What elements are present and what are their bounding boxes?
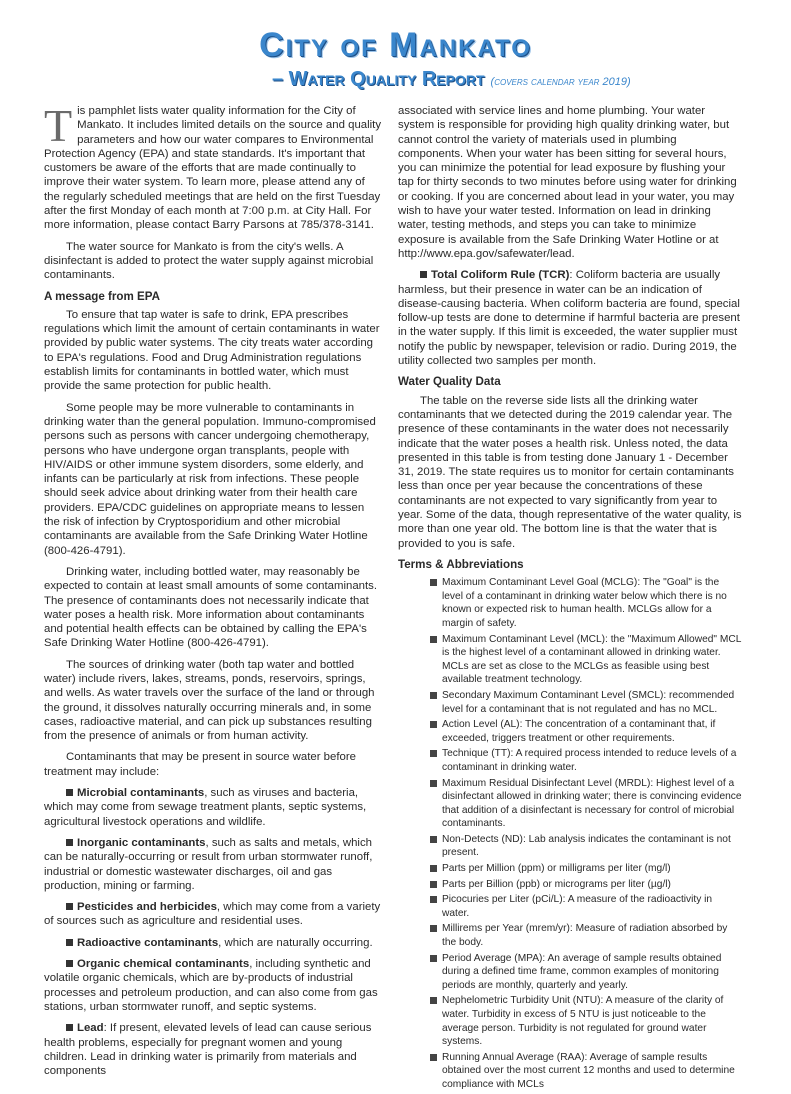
term-item xyxy=(432,833,742,860)
tcr-paragraph xyxy=(398,268,742,368)
term-item xyxy=(432,994,742,1048)
bullet-square-icon xyxy=(430,1054,437,1061)
water-source-paragraph: The water source for Mankato is from the city's wells. A disinfectant is added to protect the water supply against microbial contaminants. xyxy=(44,240,374,282)
term-item xyxy=(432,718,742,745)
bullet-square-icon xyxy=(430,997,437,1004)
epa-heading: A message from EPA xyxy=(44,289,160,303)
term-text: Picocuries per Liter (pCi/L): A measure of the radioactivity in water. xyxy=(442,894,713,919)
bullet-square-icon xyxy=(430,955,437,962)
bullet-square-icon xyxy=(430,836,437,843)
term-text: Millirems per Year (mrem/yr): Measure of radiation absorbed by the body. xyxy=(442,923,728,949)
water-quality-data-heading: Water Quality Data xyxy=(398,375,501,389)
contaminant-text: : If present, elevated levels of lead can cause serious health problems, especially for pregnant women and young children. Lead in drinking water is primarily from materials and components xyxy=(44,1022,372,1078)
term-text: Maximum Residual Disinfectant Level (MRDL): Highest level of a disinfectant allowed in drinking water; there is convincing evidence that addition of a disinfectant is necessary for control of microbial contaminants. xyxy=(442,777,742,830)
term-item xyxy=(432,689,742,716)
term-text: Action Level (AL): The concentration of a contaminant that, if exceeded, triggers treatment or other requirements. xyxy=(442,719,716,744)
term-text: Parts per Billion (ppb) or micrograms per liter (µg/l) xyxy=(442,878,671,890)
term-item xyxy=(432,633,742,687)
left-column xyxy=(44,100,382,1085)
term-item xyxy=(432,878,742,892)
bullet-square-icon xyxy=(430,881,437,888)
contaminant-microbial xyxy=(44,786,382,829)
terms-list xyxy=(398,576,742,1091)
right-column xyxy=(398,104,742,1094)
term-text: Secondary Maximum Contaminant Level (SMCL): recommended level for a contaminant that is not regulated and has no MCL. xyxy=(442,689,735,715)
terms-heading: Terms & Abbreviations xyxy=(398,557,524,571)
contaminant-text: , such as salts and metals, which can be naturally-occurring or result from urban stormwater runoff, industrial or domestic wastewater discharges, oil and gas production, mining or farming. xyxy=(44,836,373,892)
bullet-square-icon xyxy=(430,896,437,903)
contaminant-label: Inorganic contaminants xyxy=(77,836,206,849)
bullet-square-icon xyxy=(430,636,437,643)
bullet-square-icon xyxy=(430,925,437,932)
contaminant-label: Microbial contaminants xyxy=(77,787,205,800)
term-text: Maximum Contaminant Level Goal (MCLG): The "Goal" is the level of a contaminant in drinking water below which there is no known or expected risk to human health. MCLGs allow for a margin of safety. xyxy=(442,577,727,629)
bullet-square-icon xyxy=(66,789,73,796)
term-text: Non-Detects (ND): Lab analysis indicates the contaminant is not present. xyxy=(442,833,731,859)
epa-paragraph-2: Some people may be more vulnerable to contaminants in drinking water than the general population. Immuno-compromised persons such as persons with cancer undergoing chemotherapy, persons who have undergone organ transplants, people with HIV/AIDS or other immune system disorders, some elderly, and infants can be particularly at risk from infections. These people should seek advice about drinking water from their health care providers. EPA/CDC guidelines on appropriate means to lessen the risk of infection by Cryptosporidium and other microbial contaminants are available from the Safe Drinking Water Hotline (800-426-4791). xyxy=(44,401,376,557)
bullet-square-icon xyxy=(66,903,73,910)
bullet-square-icon xyxy=(430,750,437,757)
epa-paragraph-1: To ensure that tap water is safe to drink, EPA prescribes regulations which limit the amount of certain contaminants in water provided by public water systems. The city treats water according to EPA's regulations. Food and Drug Administration regulations establish limits for contaminants in bottled water, which must provide the same protection for public health. xyxy=(44,308,380,393)
term-item xyxy=(432,922,742,949)
bullet-square-icon xyxy=(66,960,73,967)
contaminant-text: , such as viruses and bacteria, which may come from sewage treatment plants, septic systems, agricultural livestock operations and wildlife. xyxy=(44,787,367,828)
bullet-square-icon xyxy=(66,939,73,946)
contaminant-radioactive xyxy=(44,936,382,950)
bullet-square-icon xyxy=(430,579,437,586)
subtitle-covers: (covers calendar year 2019) xyxy=(490,76,631,88)
contaminant-text: , including synthetic and volatile organic chemicals, which are by-products of industrial processes and petroleum production, and can also come from gas stations, urban stormwater runoff, and septic systems. xyxy=(44,958,378,1013)
bullet-square-icon xyxy=(430,721,437,728)
intro-text: is pamphlet lists water quality information for the City of Mankato. It includes limited details on the source and quality parameters and how our water compares to Environmental Protection Agency (EPA) and state standards. It's important that customers be aware of the efforts that are made continually to improve their water system. To learn more, please attend any of the regularly scheduled meetings that are held on the first Tuesday after the first Monday of each month at 7:00 p.m. at City Hall. For more information, please contact Barry Parsons at 785/378-3141. xyxy=(44,105,382,232)
term-text: Running Annual Average (RAA): Average of sample results obtained over the most current 12 months and used to determine compliance with MCLs xyxy=(442,1051,735,1090)
epa-paragraph-4: The sources of drinking water (both tap water and bottled water) include rivers, lakes, streams, ponds, reservoirs, springs, and wells. As water travels over the surface of the land or through the ground, it dissolves naturally occurring minerals and, in some cases, radioactive material, and can pick up substances resulting from the presence of animals or from human activity. xyxy=(44,658,375,743)
bullet-square-icon xyxy=(66,839,73,846)
bullet-square-icon xyxy=(66,1024,73,1031)
term-item xyxy=(432,952,742,993)
term-text: Maximum Contaminant Level (MCL): the "Maximum Allowed" MCL is the highest level of a contaminant allowed in drinking water. MCLs are set as close to the MCLGs as feasible using best available treatment technology. xyxy=(442,633,741,686)
term-item xyxy=(432,893,742,920)
contaminant-label: Lead xyxy=(77,1022,104,1035)
lead-continuation: associated with service lines and home plumbing. Your water system is responsible for providing high quality drinking water, but cannot control the variety of materials used in plumbing components. When your water has been sitting for several hours, you can minimize the potential for lead exposure by flushing your tap for thirty seconds to two minutes before using water for drinking or cooking. If you are concerned about lead in your water, you may wish to have your water tested. Information on lead in drinking water, testing methods, and steps you can take to minimize exposure is available from the Safe Drinking Water Hotline or at http://www.epa.gov/safewater/lead. xyxy=(398,105,737,260)
intro-paragraph xyxy=(44,100,382,233)
bullet-square-icon xyxy=(420,271,427,278)
term-text: Parts per Million (ppm) or milligrams per liter (mg/l) xyxy=(442,863,671,875)
term-text: Technique (TT): A required process intended to reduce levels of a contaminant in drinking water. xyxy=(442,748,737,773)
page-subtitle xyxy=(272,68,631,91)
term-item xyxy=(432,747,742,774)
term-item xyxy=(432,777,742,831)
tcr-label: Total Coliform Rule (TCR) xyxy=(431,269,570,282)
bullet-square-icon xyxy=(430,865,437,872)
term-item xyxy=(432,1051,742,1092)
contaminant-inorganic xyxy=(44,836,382,893)
epa-paragraph-5: Contaminants that may be present in source water before treatment may include: xyxy=(44,751,356,778)
term-item xyxy=(432,576,742,630)
contaminant-text: , which may come from a variety of sources such as agriculture and residential uses. xyxy=(44,901,381,928)
page-title: City of Mankato xyxy=(259,26,532,64)
term-item xyxy=(432,862,742,876)
contaminant-label: Organic chemical contaminants xyxy=(77,958,250,971)
epa-paragraph-3: Drinking water, including bottled water, may reasonably be expected to contain at least small amounts of some contaminants. The presence of contaminants does not necessarily indicate that water poses a health risk. More information about contaminants and potential health effects can be obtained by calling the EPA's Safe Drinking Water Hotline (800-426-4791). xyxy=(44,565,378,650)
water-quality-data-paragraph: The table on the reverse side lists all the drinking water contaminants that we detected during the 2019 calendar year. The presence of these contaminants in the water does not necessarily indicate that the water poses a health risk. Unless noted, the data presented in this table is from testing done January 1 - December 31, 2019. The state requires us to monitor for certain contaminants less than once per year because the concentrations of these contaminants are not expected to vary significantly from year to year. Some of the data, though representative of the water quality, is more than one year old. The bottom line is that the water that is provided to you is safe. xyxy=(398,394,742,550)
subtitle-text: – Water Quality Report xyxy=(272,68,485,90)
drop-cap: T xyxy=(44,100,73,151)
contaminant-organic xyxy=(44,957,382,1014)
bullet-square-icon xyxy=(430,780,437,787)
tcr-text: : Coliform bacteria are usually harmless, but their presence in water can be an indication of disease-causing bacteria. When coliform bacteria are found, special follow-up tests are done to determine if harmful bacteria are present in the water supply. If this limit is exceeded, the water supplier must notify the public by newspaper, television or radio. During 2019, the utility collected two samples per month. xyxy=(398,269,740,368)
term-text: Period Average (MPA): An average of sample results obtained during a defined time frame, common examples of monitoring periods are monthly, quarterly and yearly. xyxy=(442,952,722,991)
term-text: Nephelometric Turbidity Unit (NTU): A measure of the clarity of water. Turbidity in excess of 5 NTU is just noticeable to the average person. Turbidity is not regulated for ground water systems. xyxy=(442,995,724,1048)
contaminant-text: , which are naturally occurring. xyxy=(218,936,373,949)
contaminant-label: Radioactive contaminants xyxy=(77,936,219,949)
contaminant-label: Pesticides and herbicides xyxy=(77,901,217,914)
bullet-square-icon xyxy=(430,692,437,699)
contaminant-pesticides xyxy=(44,900,382,929)
contaminant-lead xyxy=(44,1021,382,1078)
